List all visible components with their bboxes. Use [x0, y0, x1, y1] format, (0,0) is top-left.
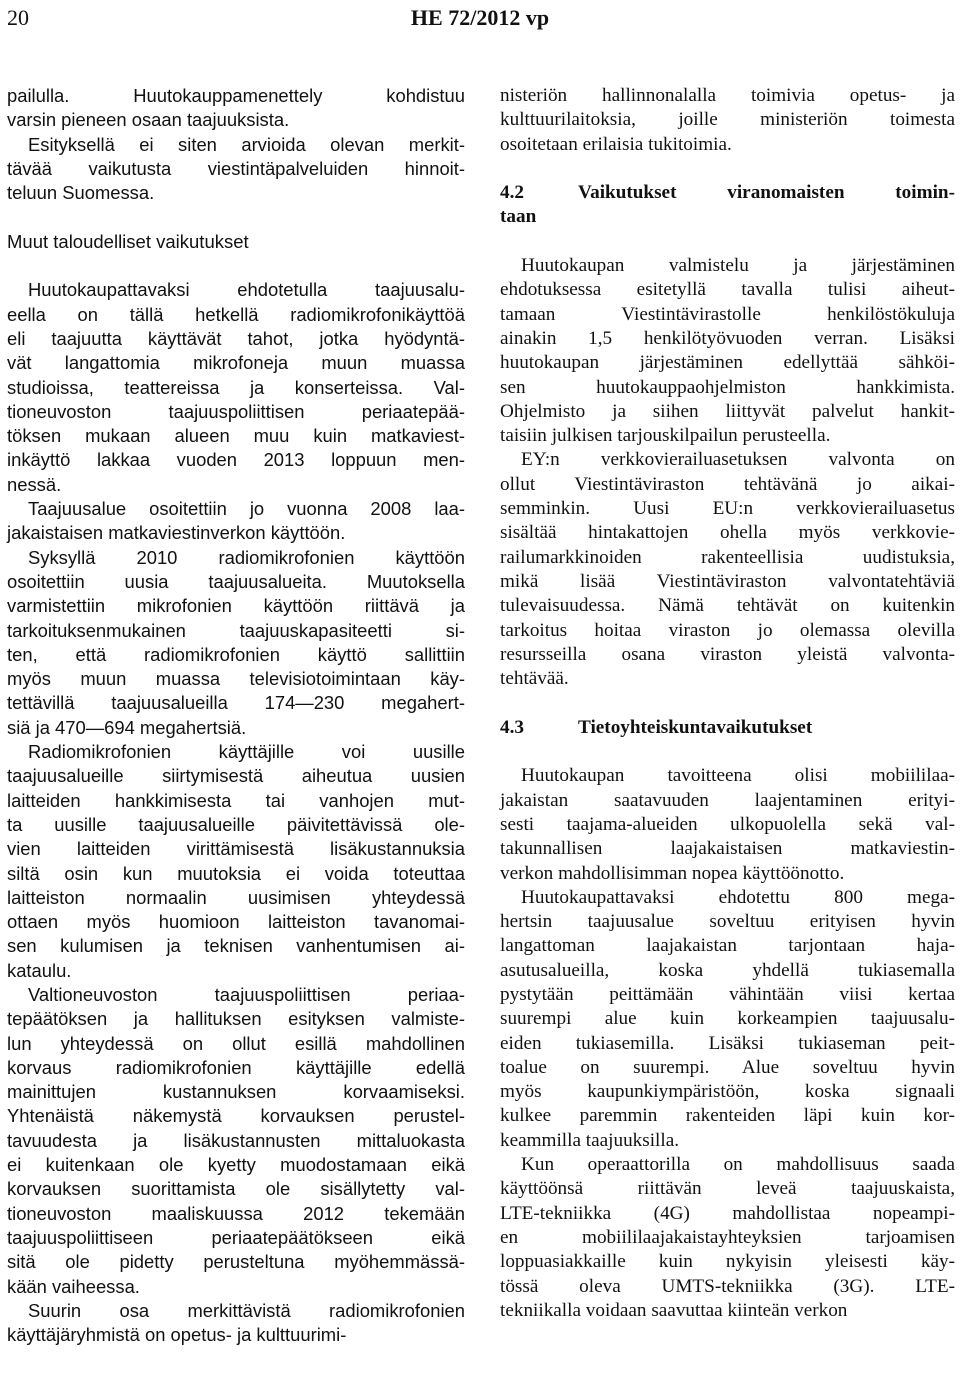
paragraph	[7, 740, 465, 983]
text-line: asutusalueilla, koska yhdellä tukiasemalla	[500, 959, 955, 981]
paragraph	[500, 1153, 955, 1323]
text-line: taajuusalueille siirtymisestä aiheutua uusien	[7, 765, 465, 787]
page-header	[0, 0, 960, 40]
text-line: loppuasiakkaille kuin nykyisin yleisesti käy-	[500, 1251, 955, 1273]
text-line: nisteriön hallinnonalalla toimivia opetus- ja	[500, 85, 955, 106]
text-line: keammilla taajuuksilla.	[500, 1129, 680, 1151]
text-line: sesti taajama-alueiden ulkopuolella sekä val-	[500, 813, 955, 835]
text-line: sen huutokauppaohjelmiston hankkimista.	[500, 376, 955, 398]
text-line: teluun Suomessa.	[7, 182, 155, 204]
text-line: tarkoitus hoitaa viraston jo olemassa olevilla	[500, 619, 955, 641]
text-line: Kun operaattorilla on mahdollisuus saada	[521, 1154, 955, 1176]
text-line: pailulla. Huutokauppamenettely kohdistuu	[7, 85, 465, 106]
paragraph	[7, 1299, 465, 1348]
subheading: Muut taloudelliset vaikutukset	[7, 230, 249, 252]
text-line: käyttöönsä riittävän leveä taajuuskaista,	[500, 1178, 955, 1200]
text-line: ei kuitenkaan ole kyetty muodostamaan eikä	[7, 1154, 465, 1176]
text-line: Huutokaupattavaksi ehdotetulla taajuusalu-	[28, 279, 465, 301]
text-line: Esityksellä ei siten arvioida olevan merkit-	[28, 133, 465, 155]
text-line: hertsin taajuusalue soveltuu erityisen hyvin	[500, 911, 955, 933]
text-line: kulttuurilaitoksia, joille ministeriön toimesta	[500, 109, 955, 131]
paragraph	[7, 278, 465, 497]
paragraph	[7, 983, 465, 1299]
text-line: LTE-tekniikka (4G) mahdollistaa nopeampi-	[500, 1202, 955, 1224]
text-line: railumarkkinoiden rakenteellisia uudistuksia,	[500, 546, 955, 568]
section-number: 4.2	[500, 182, 524, 204]
text-line: EY:n verkkovierailuasetuksen valvonta on	[521, 449, 955, 471]
paragraph	[500, 448, 955, 691]
text-line: resursseilla osana viraston yleistä valvonta-	[500, 643, 955, 665]
text-line: eli taajuutta käyttävät tahot, jotka hyödyntä-	[7, 327, 465, 349]
text-line: kään vaiheessa.	[7, 1275, 140, 1297]
section-heading-4-2-cont: taan	[500, 206, 537, 228]
text-line: semminkin. Uusi EU:n verkkovierailuasetus	[500, 498, 955, 520]
text-line: korvaus radiomikrofonien käyttäjille edellä	[7, 1056, 465, 1078]
left-column	[7, 84, 465, 1347]
text-line: langattoman laajakaistan tarjontaan haja-	[500, 935, 955, 957]
text-line: varmistettiin mikrofonien käyttöön riittävä ja	[7, 595, 465, 617]
text-line: huutokaupan järjestäminen edellyttää sähköi-	[500, 352, 955, 374]
text-line: Syksyllä 2010 radiomikrofonien käyttöön	[28, 546, 465, 568]
text-line: tioneuvoston taajuuspoliittisen periaatepää-	[7, 400, 465, 422]
text-line: Valtioneuvoston taajuuspoliittisen periaa-	[28, 983, 465, 1005]
text-line: osoitettiin uusia taajuusalueita. Muutoksella	[7, 570, 465, 592]
paragraph	[7, 497, 465, 546]
text-line: ollut Viestintäviraston tehtävänä jo aikai-	[500, 473, 955, 495]
text-line: Huutokaupan tavoitteena olisi mobiililaa-	[521, 765, 955, 787]
text-line: Yhtenäistä näkemystä korvauksen perustel-	[7, 1105, 465, 1127]
text-line: suurempi alue kuin korkeampien taajuusalu-	[500, 1008, 955, 1030]
text-line: myös kaupunkiympäristöön, koska signaali	[500, 1081, 955, 1103]
text-line: tepäätöksen ja hallituksen esityksen valmiste-	[7, 1008, 465, 1030]
text-line: tettävillä taajuusalueilla 174—230 megahert-	[7, 692, 465, 714]
text-line: sen kulumisen ja teknisen vanhentumisen ai-	[7, 935, 465, 957]
text-line: sisältää hintakattojen ohella myös verkkovie-	[500, 522, 955, 544]
text-line: siä ja 470—694 megahertsiä.	[7, 716, 247, 738]
text-line: tekniikalla voidaan saavuttaa kiinteän verkon	[500, 1299, 848, 1321]
text-line: verkon mahdollisimman nopea käyttöönotto.	[500, 862, 845, 884]
text-line: töksen mukaan alueen muu kuin matkaviest-	[7, 425, 465, 447]
text-line: tarkoituksenmukainen taajuuskapasiteetti si-	[7, 619, 465, 641]
page-number: 20	[7, 5, 29, 30]
text-line: ta uusille taajuusalueille päivitettävissä ole-	[7, 813, 465, 835]
text-line: Huutokaupattavaksi ehdotettu 800 mega-	[521, 886, 955, 908]
text-line: kulkee paremmin rakenteiden läpi kuin kor-	[500, 1105, 955, 1127]
text-line: myös muun muassa televisiotoimintaan käy-	[7, 668, 465, 690]
text-line: tulevaisuudessa. Nämä tehtävät on kuitenkin	[500, 595, 955, 617]
text-line: käyttäjäryhmistä on opetus- ja kulttuurimi-	[7, 1324, 347, 1346]
text-line: kataulu.	[7, 959, 72, 981]
text-line: eiden tukiasemilla. Lisäksi tukiaseman peit-	[500, 1032, 955, 1054]
text-line: jakaistaisen matkaviestinverkon käyttöön.	[7, 522, 346, 544]
section-heading-4-2	[500, 181, 955, 205]
text-line: Huutokaupan valmistelu ja järjestäminen	[521, 255, 955, 277]
paragraph	[7, 84, 465, 133]
document-id: HE 72/2012 vp	[410, 5, 550, 30]
paragraph	[7, 546, 465, 740]
text-line: tavuudesta ja lisäkustannusten mittaluokasta	[7, 1129, 465, 1151]
text-line: varsin pieneen osaan taajuuksista.	[7, 109, 290, 131]
text-line: takunnallisen laajakaistaisen matkaviestin-	[500, 838, 955, 860]
text-line: ottaen myös huomioon laitteiston tavanomai-	[7, 911, 465, 933]
text-line: Ohjelmisto ja siihen liittyvät palvelut hankit-	[500, 400, 955, 422]
paragraph	[500, 764, 955, 885]
section-title: Tietoyhteiskuntavaikutukset	[578, 716, 813, 738]
right-column	[500, 84, 955, 1323]
text-line: toalue on suurempi. Alue soveltuu hyvin	[500, 1056, 955, 1078]
text-line: ainakin 1,5 henkilötyövuoden verran. Lisäksi	[500, 327, 955, 349]
text-line: taajuuspoliittiseen periaatepäätökseen eikä	[7, 1226, 465, 1248]
text-line: lun yhteydessä on ollut esillä mahdollinen	[7, 1032, 465, 1054]
text-line: tävää vaikutusta viestintäpalveluiden hinnoit-	[7, 157, 465, 179]
text-line: osoitetaan erilaisia tukitoimia.	[500, 133, 732, 155]
text-line: tioneuvoston maaliskuussa 2012 tekemään	[7, 1202, 465, 1224]
text-line: tössä oleva UMTS-tekniikka (3G). LTE-	[500, 1275, 955, 1297]
text-line: tehtävää.	[500, 668, 569, 690]
text-line: laitteiston normaalin uusimisen yhteydessä	[7, 886, 465, 908]
section-number: 4.3	[500, 716, 524, 738]
text-line: vien laitteiden virittämisestä lisäkustannuksia	[7, 838, 465, 860]
text-line: pystytään peittämään vähintään viisi kertaa	[500, 983, 955, 1005]
text-line: nessä.	[7, 473, 62, 495]
text-line: inkäyttö lakkaa vuoden 2013 loppuun men-	[7, 449, 465, 471]
paragraph	[7, 133, 465, 206]
paragraph	[500, 254, 955, 448]
text-line: mainittujen kustannuksen korvaamiseksi.	[7, 1081, 465, 1103]
text-line: studioissa, teattereissa ja konserteissa. Val-	[7, 376, 465, 398]
text-line: Taajuusalue osoitettiin jo vuonna 2008 laa-	[28, 498, 465, 520]
text-line: tamaan Viestintävirastolle henkilöstökuluja	[500, 303, 955, 325]
text-line: Radiomikrofonien käyttäjille voi uusille	[28, 741, 465, 763]
section-heading-4-3	[500, 716, 955, 740]
text-line: sitä ole pidetty perusteltuna myöhemmässä-	[7, 1251, 465, 1273]
text-line: ten, että radiomikrofonien käyttö sallittiin	[7, 643, 465, 665]
text-line: eella on tällä hetkellä radiomikrofonikäyttöä	[7, 303, 465, 325]
text-line: mikä lisää Viestintäviraston valvontatehtäviä	[500, 570, 955, 592]
text-line: taisiin julkisen tarjouskilpailun perusteella.	[500, 425, 831, 447]
text-line: vät langattomia mikrofoneja muun muassa	[7, 352, 465, 374]
text-line: siltä osin kun muutoksia ei voida toteuttaa	[7, 862, 465, 884]
text-line: en mobiililaajakaistayhteyksien tarjoamisen	[500, 1226, 955, 1248]
text-line: korvauksen suorittamista ole sisällytetty val-	[7, 1178, 465, 1200]
text-line: Suurin osa merkittävistä radiomikrofonien	[28, 1299, 465, 1321]
paragraph	[500, 84, 955, 157]
text-line: jakaistan saatavuuden laajentaminen erityi-	[500, 789, 955, 811]
text-line: laitteiden hankkimisesta tai vanhojen mut-	[7, 789, 465, 811]
paragraph	[500, 886, 955, 1153]
text-line: ehdotuksessa esitetyllä tavalla tulisi aiheut-	[500, 279, 955, 301]
section-title: Vaikutukset viranomaisten toimin-	[578, 182, 955, 204]
